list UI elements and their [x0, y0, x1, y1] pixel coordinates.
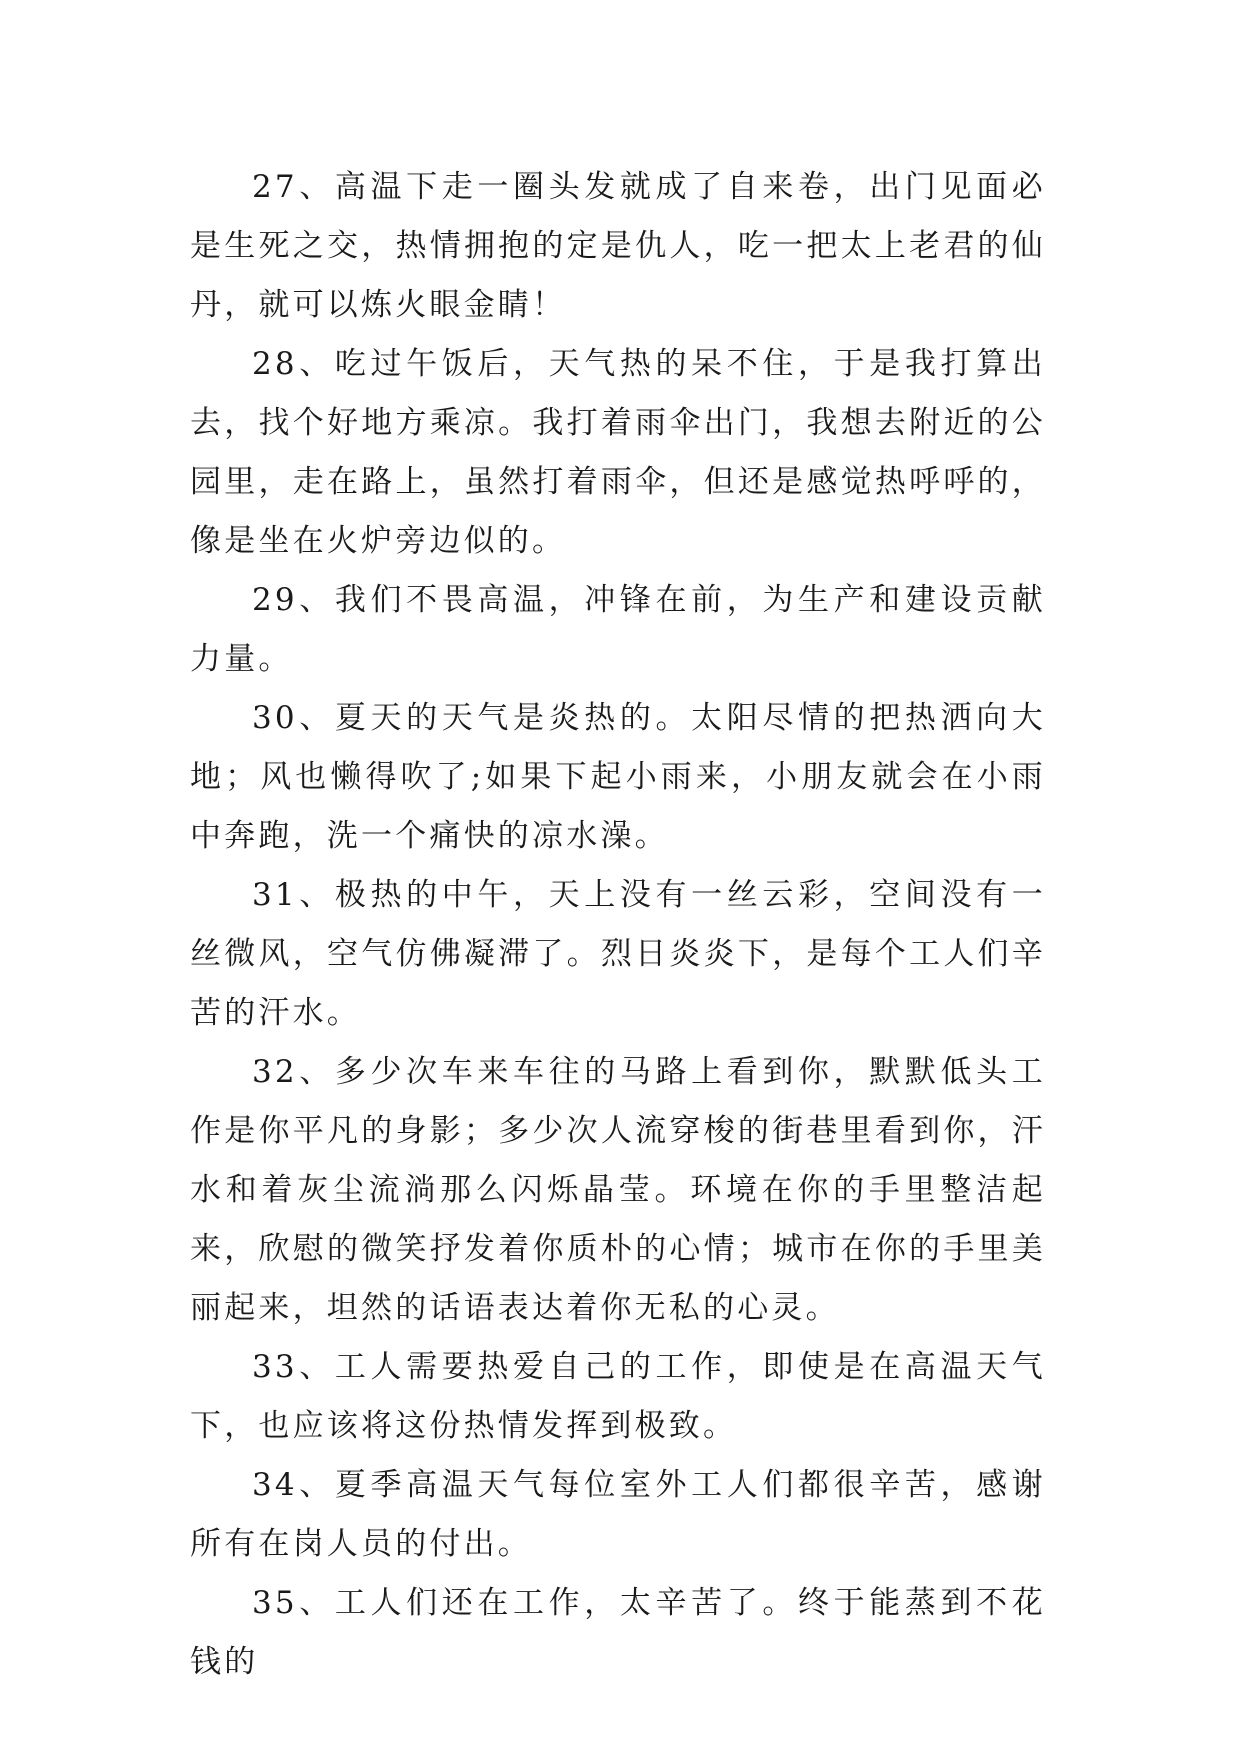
paragraph-34: 34、夏季高温天气每位室外工人们都很辛苦，感谢所有在岗人员的付出。 — [190, 1467, 1046, 1562]
paragraph-29: 29、我们不畏高温，冲锋在前，为生产和建设贡献力量。 — [190, 582, 1046, 677]
paragraph-32: 32、多少次车来车往的马路上看到你，默默低头工作是你平凡的身影；多少次人流穿梭的街巷里看到你，汗水和着灰尘流淌那么闪烁晶莹。环境在你的手里整洁起来，欣慰的微笑抒发着你质朴的心情；城市在你的手里美丽起来，坦然的话语表达着你无私的心灵。 — [190, 1054, 1046, 1326]
paragraph-31: 31、极热的中午，天上没有一丝云彩，空间没有一丝微风，空气仿佛凝滞了。烈日炎炎下，是每个工人们辛苦的汗水。 — [190, 877, 1046, 1031]
document-body — [190, 158, 1046, 1692]
paragraph-28: 28、吃过午饭后，天气热的呆不住，于是我打算出去，找个好地方乘凉。我打着雨伞出门，我想去附近的公园里，走在路上，虽然打着雨伞，但还是感觉热呼呼的，像是坐在火炉旁边似的。 — [190, 346, 1046, 559]
paragraph-35: 35、工人们还在工作，太辛苦了。终于能蒸到不花钱的 — [190, 1585, 1046, 1680]
paragraph-30: 30、夏天的天气是炎热的。太阳尽情的把热洒向大地；风也懒得吹了;如果下起小雨来，小朋友就会在小雨中奔跑，洗一个痛快的凉水澡。 — [190, 700, 1046, 854]
paragraph-27: 27、高温下走一圈头发就成了自来卷，出门见面必是生死之交，热情拥抱的定是仇人，吃一把太上老君的仙丹，就可以炼火眼金睛！ — [190, 169, 1046, 323]
paragraph-33: 33、工人需要热爱自己的工作，即使是在高温天气下，也应该将这份热情发挥到极致。 — [190, 1349, 1046, 1444]
